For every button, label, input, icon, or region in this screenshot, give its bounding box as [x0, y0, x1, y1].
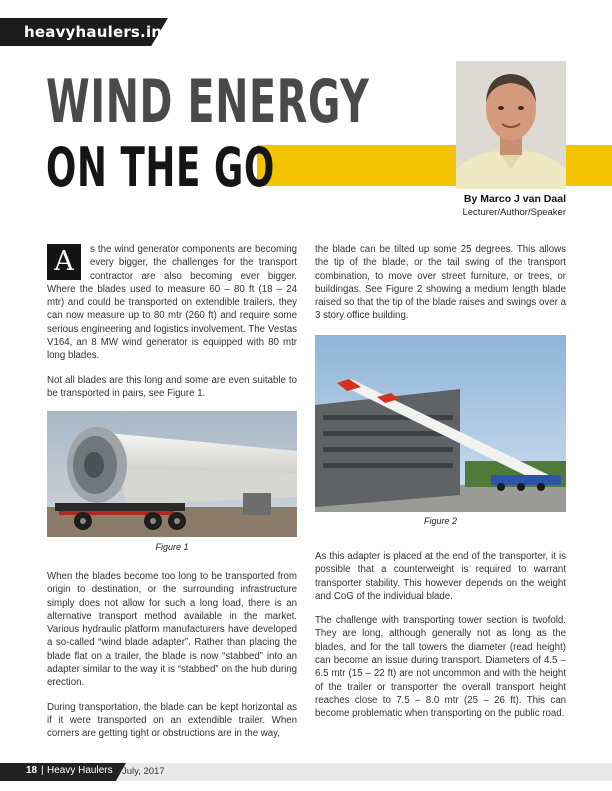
paragraph: the blade can be tilted up some 25 degrees. This allows the tip of the blade, or the tail swing of the transport combination, to move over street furniture, or trees, or buildingas. See Figure 2 showing a medium length blade raised so that the tip of the blade raises and swings over a 3 story office building. — [315, 244, 566, 322]
author-role: Lecturer/Author/Speaker — [462, 207, 566, 218]
author-byline — [366, 192, 566, 219]
brand-tab — [0, 18, 168, 46]
figure-1-image — [47, 411, 297, 537]
brand-name: heavyhaulers.in — [24, 23, 163, 41]
page-footer — [0, 763, 612, 781]
issue-date: July, 2017 — [122, 766, 165, 777]
right-column-bottom — [315, 550, 566, 732]
right-column-top — [315, 243, 566, 334]
title-line-1: WIND ENERGY — [46, 67, 370, 137]
figure-2-image — [315, 335, 566, 512]
paragraph: The challenge with transporting tower section is twofold. They are long, although generally not as long as the blades, and for the tall towers the diameter (read height) can become an issue during transport. Diameters of 4.5 – 6.5 mtr (15 – 22 ft) are not uncommon and with the height of the trailer or transporter the overall transport height reaches close to 7.5 – 8.0 mtr (25 – 26 ft). This can become problematic when transporting on the public road. — [315, 615, 566, 720]
figure-2-caption: Figure 2 — [423, 516, 458, 526]
page-number: 18 — [26, 765, 38, 776]
paragraph: When the blades become too long to be transported from origin to destination, or the surrounding infrastructure simply does not allow for such a long load, there is an alternative transport method available in the market. Various hydraulic platform manufacturers have developed a so-called “wind blade adapter”. Rather than placing the blade flat on a trailer, the blade is now “stabbed” into an adapter similar to the way it is “stabbed” on the hub during erection. — [47, 571, 297, 689]
intro-text: s the wind generator components are becoming every bigger, the challenges for the transport contractor are also becoming ever bigger. Where the blades used to measure 60 – 80 ft (18 – 24 mtr) and could be transported on extendible trailers, they can now measure up to 80 mtr (260 ft) and require some serious engineering and logistics involvement. The Vestas V164, an 8 MW wind generator is equipped with 80 mtr long blades. — [47, 244, 297, 362]
left-column-bottom — [47, 570, 297, 752]
author-name: By Marco J van Daal — [463, 193, 566, 205]
footer-separator: | — [41, 765, 44, 776]
title-line-2: ON THE GO — [46, 136, 275, 199]
drop-cap: A — [47, 244, 81, 280]
paragraph: During transportation, the blade can be kept horizontal as if it were transported on an extendible trailer. When corners are getting tight or obstructions are in the way, — [47, 701, 297, 740]
figure-1-caption: Figure 1 — [155, 542, 189, 552]
publication-name: Heavy Haulers — [47, 765, 113, 776]
paragraph: As this adapter is placed at the end of the transporter, it is possible that a counterweight is required to warrant transporter stability. This however depends on the weight and CoG of the individual blade. — [315, 551, 566, 602]
author-photo — [456, 61, 566, 189]
intro-paragraph — [47, 243, 297, 363]
paragraph: Not all blades are this long and some are even suitable to be transported in pairs, see Figure 1. — [47, 374, 297, 399]
left-column-top — [47, 243, 297, 411]
